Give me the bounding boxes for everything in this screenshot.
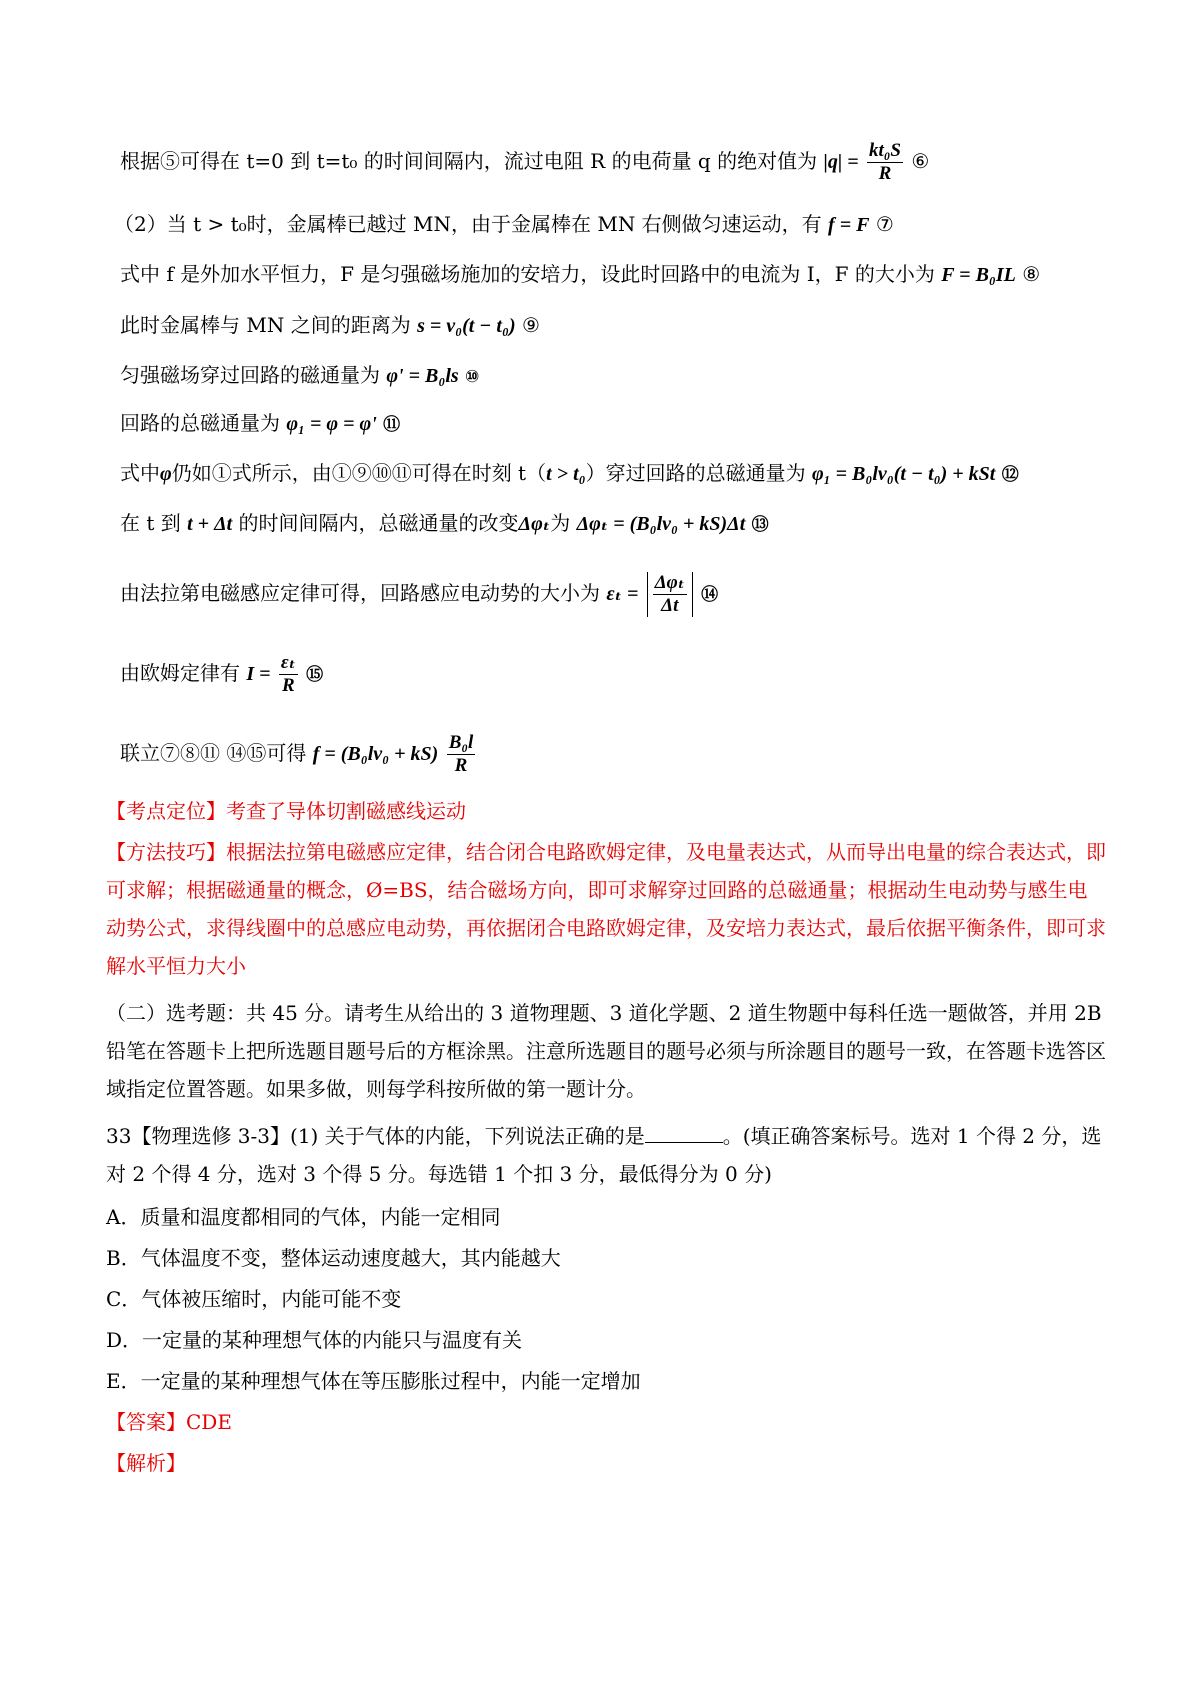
delta-phi: Δφₜ [518, 513, 551, 535]
condition: t > t₀ [546, 463, 586, 485]
text: 根据⑤可得在 t=0 到 t=t₀ 的时间间隔内，流过电阻 R 的电荷量 q 的绝对值为 [120, 149, 818, 173]
answer-blank [645, 1124, 723, 1143]
text: 为 [550, 511, 571, 535]
option-a: A．质量和温度都相同的气体，内能一定相同 [106, 1205, 501, 1229]
solution-line-total-flux [120, 411, 400, 437]
fraction-numerator: kt₀S [869, 140, 902, 161]
text: 此时金属棒与 MN 之间的距离为 [120, 313, 411, 337]
equation-number: ⑩ [465, 367, 480, 387]
fraction [279, 652, 298, 697]
equation-number: ⑮ [306, 665, 324, 685]
question-33 [106, 1117, 1106, 1193]
formula-lhs: I = [246, 663, 271, 685]
solution-line-flux [120, 363, 479, 389]
text: 的时间间隔内，总磁通量的改变 [238, 511, 519, 535]
time-range: t + Δt [187, 513, 233, 535]
fraction-numerator: Δφₜ [654, 572, 685, 593]
formula: f = F [828, 214, 870, 236]
equation-number: ⑥ [911, 149, 930, 173]
text: 由欧姆定律有 [120, 661, 240, 685]
formula-lhs: |q| = [823, 151, 859, 173]
formula-lhs: f = (B₀lv₀ + kS) [312, 743, 439, 765]
solution-line-total-flux-time [120, 461, 1019, 487]
formula: φ₁ = B₀lv₀(t − t₀) + kSt [811, 463, 996, 485]
text: 式中 f 是外加水平恒力，F 是匀强磁场施加的安培力，设此时回路中的电流为 I，F 的大小为 [120, 262, 935, 286]
text: 仍如①式所示，由①⑨⑩⑪可得在时刻 t（ [171, 461, 547, 485]
solution-line-ohm [120, 652, 323, 697]
text: 由法拉第电磁感应定律可得，回路感应电动势的大小为 [120, 581, 600, 605]
fraction-denominator: R [878, 163, 892, 184]
equation-number: ⑫ [1001, 465, 1019, 485]
text: 在 t 到 [120, 511, 181, 535]
equation-number: ⑧ [1022, 262, 1041, 286]
fangfa-jiqiao: 【方法技巧】根据法拉第电磁感应定律，结合闭合电路欧姆定律，及电量表达式，从而导出电量的综合表达式，即可求解；根据磁通量的概念，Ø=BS，结合磁场方向，即可求解穿过回路的总磁通量；根据动生电动势与感生电动势公式，求得线圈中的总感应电动势，再依据闭合电路欧姆定律，及安培力表达式，最后依据平衡条件，即可求解水平恒力大小 [106, 840, 1106, 978]
formula: s = v₀(t − t₀) [417, 315, 516, 337]
equation-number: ⑬ [751, 515, 769, 535]
solution-line-distance [120, 313, 540, 338]
question-stem-b: 。(填正确答案标号。选对 1 个得 2 分，选对 2 个得 4 分，选对 3 个得 5 分。每选错 1 个扣 3 分，最低得分为 0 分) [106, 1124, 1102, 1186]
question-stem-a: 33【物理选修 3-3】(1) 关于气体的内能，下列说法正确的是 [106, 1124, 645, 1148]
formula-lhs: εₜ = [606, 583, 639, 605]
fraction-denominator: R [454, 755, 468, 776]
text: ）穿过回路的总磁通量为 [585, 461, 806, 485]
fraction [447, 732, 476, 777]
elective-instructions: （二）选考题：共 45 分。请考生从给出的 3 道物理题、3 道化学题、2 道生物题中每科任选一题做答，并用 2B 铅笔在答题卡上把所选题目题号后的方框涂黑。注意所选题目的题号必须与所涂题目的题号一致，在答题卡选答区域指定位置答题。如果多做，则每学科按所做的第一题计分。 [106, 1001, 1106, 1101]
equation-number: ⑪ [383, 415, 401, 435]
answer: 【答案】CDE [106, 1410, 232, 1434]
option-e: E．一定量的某种理想气体在等压膨胀过程中，内能一定增加 [106, 1369, 641, 1393]
text: 匀强磁场穿过回路的磁通量为 [120, 363, 380, 387]
option-b: B．气体温度不变，整体运动速度越大，其内能越大 [106, 1246, 561, 1270]
text: 回路的总磁通量为 [120, 411, 280, 435]
equation-number: ⑭ [701, 585, 719, 605]
text: 联立⑦⑧⑪ ⑭⑮可得 [120, 741, 307, 765]
analysis-heading: 【解析】 [106, 1451, 186, 1475]
formula: φ₁ = φ = φ' [286, 413, 377, 435]
fraction-numerator: εₜ [280, 652, 296, 673]
formula: φ' = B₀ls [386, 365, 459, 387]
fraction [867, 140, 903, 185]
option-d: D．一定量的某种理想气体的内能只与温度有关 [106, 1328, 523, 1352]
fraction-numerator: B₀l [448, 732, 474, 753]
text: 式中 [120, 461, 160, 485]
solution-line-emf [120, 572, 718, 617]
fraction [653, 572, 687, 617]
solution-line-ampere-force [120, 262, 1040, 287]
option-c: C．气体被压缩时，内能可能不变 [106, 1287, 402, 1311]
kaodian-dingwei: 【考点定位】考查了导体切割磁感线运动 [106, 799, 466, 823]
equation-number: ⑦ [875, 212, 894, 236]
equation-number: ⑨ [521, 313, 540, 337]
text: （2）当 t > t₀时，金属棒已越过 MN，由于金属棒在 MN 右侧做匀速运动，有 [114, 212, 822, 236]
fraction-denominator: Δt [661, 595, 679, 616]
fraction-denominator: R [281, 675, 295, 696]
formula: F = B₀IL [941, 264, 1016, 286]
formula: Δφₜ = (B₀lv₀ + kS)Δt [576, 513, 746, 535]
solution-line-result [120, 732, 477, 777]
phi-symbol: φ [160, 463, 172, 485]
solution-line-flux-change [120, 511, 769, 537]
absolute-value [647, 572, 693, 617]
solution-line-part2 [114, 212, 894, 237]
solution-line-charge [120, 140, 929, 185]
